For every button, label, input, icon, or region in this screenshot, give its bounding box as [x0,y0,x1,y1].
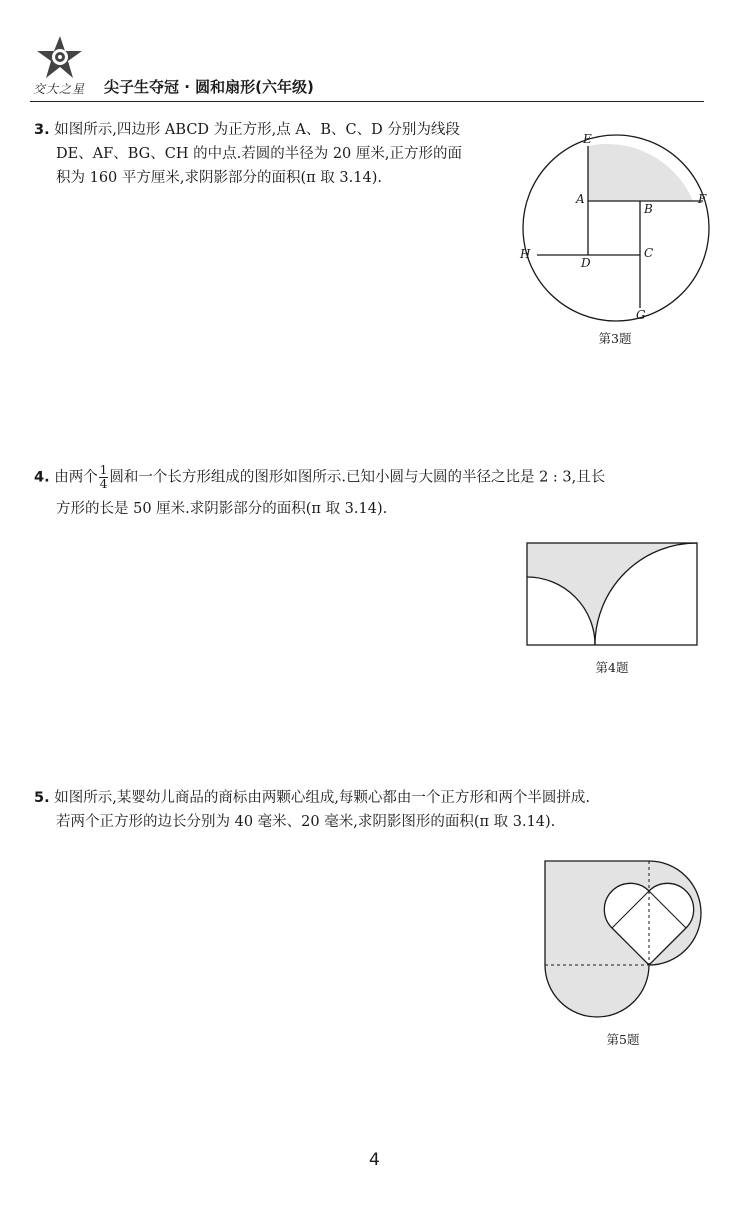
question-text-line: 如图所示,某婴幼儿商品的商标由两颗心组成,每颗心都由一个正方形和两个半圆拼成. [54,790,591,806]
figure-3 [510,128,720,328]
shaded-region [588,144,693,201]
point-label-D: D [581,256,591,270]
brand-star-logo [34,34,84,80]
question-4: 4. 由两个 $\frac{1}{4}$ 圆和一个长方形组成的图形如图所示.已知小圆与大圆的半径之比是 2 : 3,且长 方形的长是 50 厘米.求阴影部分的面积(π 取 3.14). [34,464,734,521]
point-label-E: E [583,132,592,146]
fraction-one-quarter [99,464,109,491]
fraction-denominator: 4 [99,477,108,491]
point-label-A: A [576,192,585,206]
figure-4 [520,538,710,654]
question-number: 3 [34,122,45,138]
point-label-F: F [698,192,707,206]
question-text-segment: 由两个 [54,469,98,486]
point-label-C: C [644,246,654,260]
figure-5 [540,858,720,1024]
question-number: 5 [34,790,45,806]
fraction-numerator: 1 [99,463,108,477]
page-number: 4 [369,1150,380,1170]
question-5: 5. 如图所示,某婴幼儿商品的商标由两颗心组成,每颗心都由一个正方形和两个半圆拼成. 若两个正方形的边长分别为 40 毫米、20 毫米,求阴影图形的面积(π 取 3.14). [34,786,734,834]
figure-caption: 第4题 [595,660,629,675]
point-label-B: B [644,202,653,216]
question-text-segment: 圆和一个长方形组成的图形如图所示.已知小圆与大圆的半径之比是 2 : 3,且长 [109,469,606,486]
question-text-line: 积为 160 平方厘米,求阴影部分的面积(π 取 3.14). [56,170,382,186]
question-3: 3. 如图所示,四边形 ABCD 为正方形,点 A、B、C、D 分别为线段 DE、AF、BG、CH 的中点.若圆的半径为 20 厘米,正方形的面 积为 160 平方厘米,求阴影部分的面积(π 取 3.14). [34,118,504,190]
shaded-region [527,543,697,645]
question-number: 4 [34,469,45,486]
point-label-G: G [636,308,646,322]
question-text-line: 若两个正方形的边长分别为 40 毫米、20 毫米,求阴影图形的面积(π 取 3.14). [56,814,556,830]
brand-name: 交大之星 [33,82,86,96]
point-label-H: H [520,247,531,261]
question-text-line: DE、AF、BG、CH 的中点.若圆的半径为 20 厘米,正方形的面 [56,146,462,162]
header-divider [30,101,704,102]
figure-caption: 第5题 [606,1032,640,1047]
book-title: 尖子生夺冠 · 圆和扇形(六年级) [104,78,314,96]
figure-caption: 第3题 [598,331,632,346]
question-text-line: 方形的长是 50 厘米.求阴影部分的面积(π 取 3.14). [56,501,388,517]
question-text-line: 如图所示,四边形 ABCD 为正方形,点 A、B、C、D 分别为线段 [54,122,460,138]
